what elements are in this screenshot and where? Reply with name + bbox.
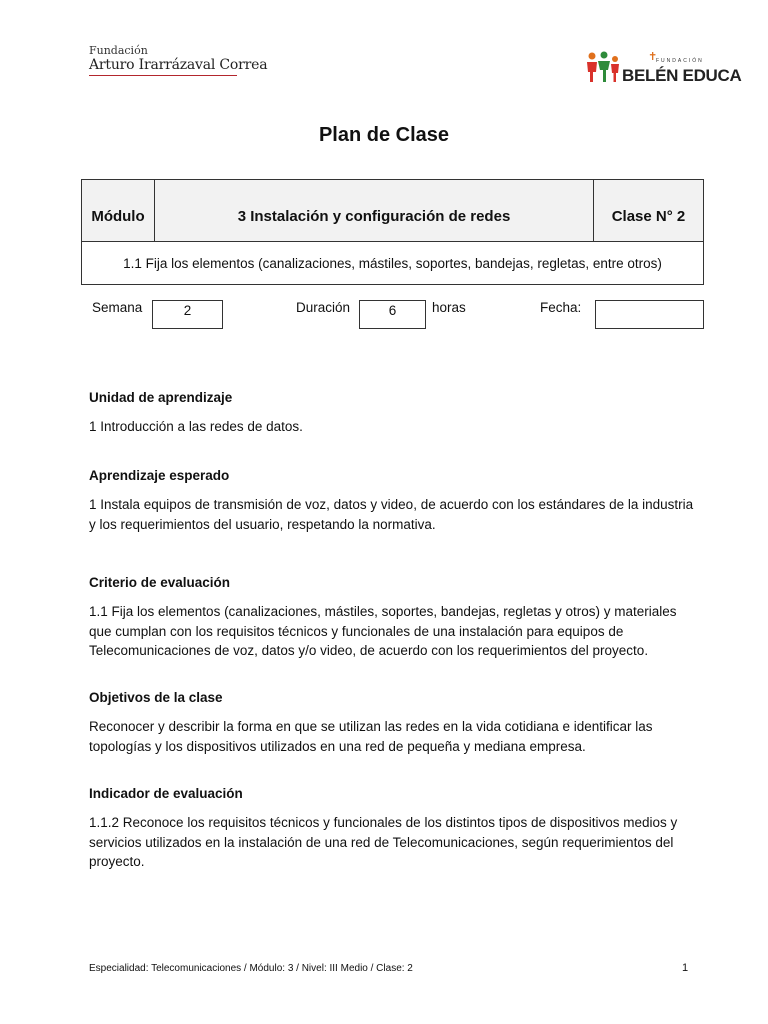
page-number: 1 bbox=[682, 962, 689, 974]
logo-underline bbox=[89, 75, 237, 76]
section-body: 1 Instala equipos de transmisión de voz, datos y video, de acuerdo con los estándares de la industria y los requerimientos del usuario, respetando la normativa. bbox=[89, 497, 694, 532]
section-indicador bbox=[89, 784, 699, 872]
children-icon bbox=[584, 50, 620, 86]
module-label: Módulo bbox=[82, 180, 155, 242]
page-title: Plan de Clase bbox=[318, 124, 450, 146]
page-footer: Especialidad: Telecomunicaciones / Módulo: 3 / Nivel: III Medio / Clase: 2 bbox=[89, 963, 413, 974]
section-aprendizaje bbox=[89, 466, 699, 534]
date-label: Fecha: bbox=[540, 300, 582, 315]
module-description-row bbox=[82, 242, 704, 285]
logo-big-text: Arturo Irarrázaval Correa bbox=[89, 57, 268, 73]
section-unidad bbox=[89, 388, 699, 437]
cross-icon: ✝ bbox=[648, 51, 658, 63]
week-label: Semana bbox=[92, 300, 143, 315]
duration-unit: horas bbox=[432, 300, 466, 315]
section-body: Reconocer y describir la forma en que se utilizan las redes en la vida cotidiana e identificar las topologías y los dispositivos utilizados en una red de pequeña y mediana empresa. bbox=[89, 719, 653, 754]
belen-educa-logo bbox=[584, 50, 742, 86]
logo-small-text: Fundación bbox=[89, 44, 148, 57]
section-objetivos bbox=[89, 688, 699, 756]
section-body: 1.1.2 Reconoce los requisitos técnicos y funcionales de los distintos tipos de dispositivos medios y servicios utilizados en la instalación de una red de Telecomunicaciones, según requerimientos del proyecto. bbox=[89, 815, 678, 869]
module-header-row bbox=[82, 180, 704, 242]
section-body: 1 Introducción a las redes de datos. bbox=[89, 419, 303, 434]
class-number: Clase N° 2 bbox=[594, 180, 704, 242]
section-criterio bbox=[89, 573, 699, 661]
section-heading: Aprendizaje esperado bbox=[89, 468, 230, 483]
section-body: 1.1 Fija los elementos (canalizaciones, mástiles, soportes, bandejas, regletas y otros) y materiales que cumplan con los requisitos técnicos y funcionales de una instalación para equipos de Telecomunicaciones de voz, datos y/o video, de acuerdo con los requerimientos del proyecto. bbox=[89, 604, 677, 658]
duration-value-box: 6 bbox=[359, 300, 426, 329]
fundacion-arturo-logo bbox=[89, 44, 267, 76]
week-value-box: 2 bbox=[152, 300, 223, 329]
module-table bbox=[81, 179, 704, 285]
section-heading: Criterio de evaluación bbox=[89, 575, 231, 590]
module-description: 1.1 Fija los elementos (canalizaciones, mástiles, soportes, bandejas, regletas, entre otros) bbox=[82, 242, 704, 285]
date-value-box bbox=[595, 300, 704, 329]
section-heading: Unidad de aprendizaje bbox=[89, 390, 233, 405]
logo-name-text: BELÉN EDUCA bbox=[622, 66, 742, 85]
duration-label: Duración bbox=[296, 300, 351, 315]
section-heading: Objetivos de la clase bbox=[89, 690, 223, 705]
logo-fundacion-text: FUNDACIÓN bbox=[656, 58, 704, 64]
module-name: 3 Instalación y configuración de redes bbox=[155, 180, 594, 242]
section-heading: Indicador de evaluación bbox=[89, 786, 243, 801]
